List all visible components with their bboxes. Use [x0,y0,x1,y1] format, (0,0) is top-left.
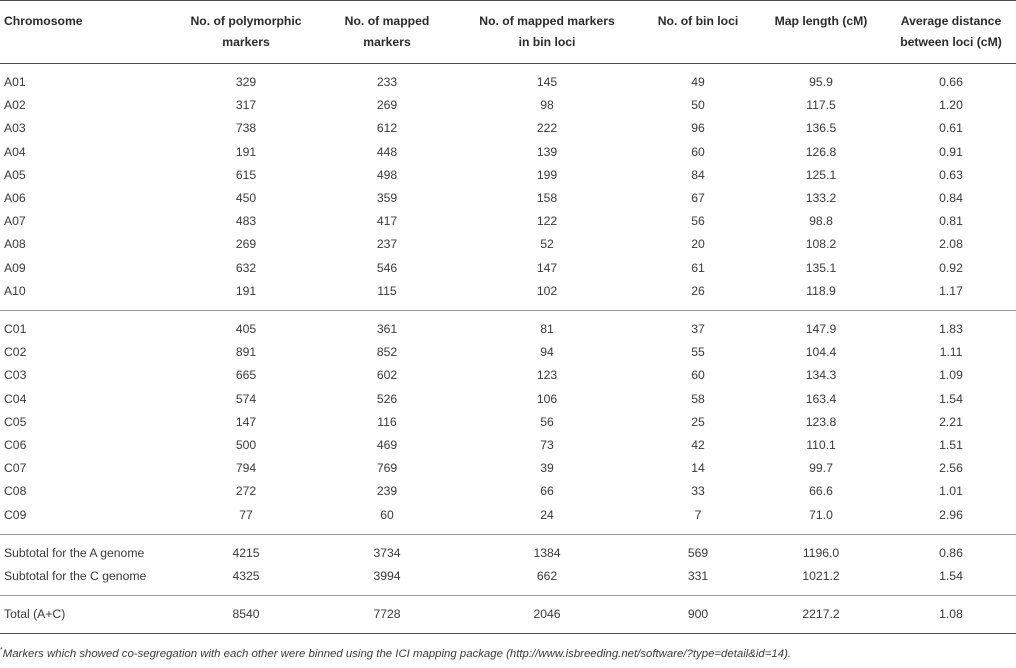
cell-chromosome: A06 [4,191,26,206]
cell-average-distance: 0.84 [939,191,963,206]
cell-mapped-in-bin: 52 [540,237,554,252]
cell-bin-loci: 50 [691,98,705,113]
cell-bin-loci: 900 [640,596,756,634]
cell-mapped: 526 [376,391,398,406]
table-row [0,480,1016,503]
cell-bin-loci: 331 [687,569,709,584]
cell-chromosome: C04 [4,391,27,406]
cell-polymorphic: 738 [235,121,257,136]
table-row [0,233,1016,256]
cell-chromosome: A02 [4,98,26,113]
header-mapped-markers-line: No. of mapped [344,14,430,28]
footnote-text: Markers which showed co-segregation with each other were binned using the ICI mapping package (http://www.isbreeding.net/software/?type=detail&id=14). [2,648,792,660]
cell-bin-loci: 67 [691,191,705,206]
header-row [0,1,1016,64]
cell-chromosome: Subtotal for the A genome [0,534,172,565]
cell-mapped: 116 [377,414,397,429]
header-chromosome-line: Chromosome [4,14,83,28]
cell-bin-loci: 25 [691,414,705,429]
cell-mapped-in-bin: 73 [540,438,554,453]
cell-polymorphic: 665 [235,368,257,383]
cell-bin-loci: 20 [691,237,705,252]
cell-chromosome: C03 [4,368,27,383]
cell-mapped: 7728 [320,596,454,634]
cell-mapped-in-bin: 122 [536,214,558,229]
cell-polymorphic: 574 [235,391,257,406]
table-header [0,1,1016,64]
cell-mapped-in-bin: 123 [536,368,558,383]
header-average-distance [886,1,1016,64]
cell-chromosome: A07 [4,214,26,229]
footnote-marker: * [0,647,3,654]
header-mapped-in-bin-loci-line: No. of mapped markers [479,14,615,28]
cell-average-distance: 0.63 [939,167,963,182]
cell-chromosome: A01 [4,75,26,89]
cell-average-distance: 2.21 [939,414,963,429]
cell-average-distance: 1.20 [939,98,963,113]
header-mapped-in-bin-loci [454,1,640,64]
table-row [0,596,1016,634]
cell-bin-loci: 60 [691,368,705,383]
cell-average-distance: 0.61 [939,121,963,136]
cell-polymorphic: 77 [239,507,253,522]
cell-bin-loci: 84 [691,167,705,182]
cell-mapped: 852 [376,345,398,360]
cell-average-distance: 2.56 [939,461,963,476]
cell-map-length: 147.9 [756,311,886,342]
table-row [0,457,1016,480]
cell-polymorphic: 191 [235,144,257,159]
cell-map-length: 2217.2 [756,596,886,634]
cell-average-distance: 0.66 [939,75,963,89]
cell-chromosome: Subtotal for the C genome [4,569,147,584]
cell-mapped: 769 [376,461,398,476]
table-footnote [0,647,791,660]
table-row [0,257,1016,280]
cell-mapped-in-bin: 66 [540,484,554,499]
table-row [0,164,1016,187]
cell-polymorphic: 269 [235,237,257,252]
cell-polymorphic: 8540 [172,596,320,634]
cell-polymorphic: 329 [235,75,257,89]
table-row [0,141,1016,164]
table-row [0,565,1016,596]
cell-mapped: 233 [376,75,398,89]
table-row [0,434,1016,457]
cell-map-length: 125.1 [805,167,837,182]
table-row [0,94,1016,117]
cell-polymorphic: 272 [235,484,257,499]
header-average-distance-line: between loci (cM) [900,35,1002,49]
cell-average-distance: 2.08 [939,237,963,252]
cell-chromosome: A08 [4,237,26,252]
cell-map-length: 1021.2 [802,569,840,584]
header-mapped-markers [320,1,454,64]
cell-mapped-in-bin: 662 [536,569,558,584]
cell-chromosome: A03 [4,121,26,136]
cell-chromosome: C05 [4,414,27,429]
cell-mapped: 417 [376,214,398,229]
table-body [0,64,1016,634]
cell-map-length: 134.3 [805,368,837,383]
cell-polymorphic: 615 [235,167,257,182]
cell-average-distance: 1.54 [939,391,963,406]
cell-bin-loci: 7 [694,507,702,522]
table-row [0,117,1016,140]
cell-mapped: 269 [376,98,398,113]
cell-mapped-in-bin: 1384 [454,534,640,565]
cell-bin-loci: 14 [691,461,705,476]
header-map-length [756,1,886,64]
cell-bin-loci: 56 [691,214,705,229]
cell-bin-loci: 42 [691,438,705,453]
header-mapped-in-bin-loci-line: in bin loci [518,35,576,49]
header-map-length-line: Map length (cM) [774,14,868,28]
cell-mapped-in-bin: 106 [536,391,558,406]
cell-average-distance: 1.09 [939,368,963,383]
header-polymorphic-markers-line: markers [222,35,270,49]
cell-mapped-in-bin: 158 [536,191,558,206]
cell-mapped-in-bin: 139 [536,144,558,159]
cell-map-length: 126.8 [805,144,837,159]
cell-map-length: 1196.0 [756,534,886,565]
cell-average-distance: 1.08 [886,596,1016,634]
cell-map-length: 108.2 [805,237,837,252]
cell-mapped: 546 [376,260,398,275]
cell-map-length: 98.8 [809,214,833,229]
cell-polymorphic: 191 [235,283,257,298]
cell-mapped: 612 [376,121,398,136]
table-row [0,504,1016,535]
cell-mapped: 3734 [320,534,454,565]
table-row [0,280,1016,311]
cell-mapped-in-bin: 102 [536,283,558,298]
table-row [0,388,1016,411]
cell-average-distance: 2.96 [939,507,963,522]
cell-chromosome: A05 [4,167,26,182]
cell-map-length: 133.2 [805,191,837,206]
cell-mapped-in-bin: 81 [454,311,640,342]
cell-polymorphic: 4215 [172,534,320,565]
table-row [0,64,1016,95]
cell-mapped-in-bin: 147 [536,260,558,275]
table-row [0,364,1016,387]
cell-bin-loci: 33 [691,484,705,499]
header-mapped-markers-line: markers [363,35,411,49]
cell-polymorphic: 405 [172,311,320,342]
table-row [0,411,1016,434]
cell-mapped: 602 [376,368,398,383]
cell-mapped: 469 [376,438,398,453]
table-row [0,534,1016,565]
cell-map-length: 118.9 [806,283,836,298]
cell-average-distance: 1.54 [939,569,963,584]
cell-chromosome: A10 [4,283,26,298]
cell-mapped: 498 [376,167,398,182]
cell-mapped: 359 [376,191,398,206]
cell-mapped: 448 [376,144,398,159]
header-polymorphic-markers [172,1,320,64]
header-chromosome [0,1,172,64]
cell-map-length: 163.4 [805,391,837,406]
header-polymorphic-markers-line: No. of polymorphic [190,14,302,28]
cell-chromosome: A04 [4,144,26,159]
cell-bin-loci: 61 [691,260,705,275]
cell-mapped-in-bin: 39 [540,461,554,476]
cell-bin-loci: 58 [691,391,705,406]
cell-polymorphic: 147 [235,414,257,429]
cell-chromosome: C09 [4,507,27,522]
cell-mapped: 60 [380,507,394,522]
cell-mapped: 361 [320,311,454,342]
cell-average-distance: 0.92 [939,260,963,275]
cell-map-length: 110.1 [806,438,836,453]
cell-map-length: 123.8 [805,414,837,429]
cell-map-length: 71.0 [809,507,833,522]
cell-average-distance: 1.01 [939,484,963,499]
cell-average-distance: 1.51 [939,438,963,453]
cell-polymorphic: 891 [235,345,257,360]
cell-average-distance: 1.83 [886,311,1016,342]
cell-chromosome: C01 [0,311,172,342]
cell-bin-loci: 55 [691,345,705,360]
cell-mapped: 3994 [373,569,401,584]
cell-map-length: 99.7 [809,461,833,476]
cell-polymorphic: 483 [235,214,257,229]
cell-mapped: 237 [376,237,398,252]
table-row [0,187,1016,210]
cell-polymorphic: 317 [235,98,257,113]
cell-mapped: 239 [376,484,398,499]
cell-average-distance: 0.86 [886,534,1016,565]
cell-polymorphic: 4325 [232,569,260,584]
cell-average-distance: 1.11 [939,345,963,360]
cell-chromosome: A09 [4,260,26,275]
cell-bin-loci: 60 [691,144,705,159]
cell-chromosome: C08 [4,484,27,499]
cell-mapped-in-bin: 56 [540,414,554,429]
cell-chromosome: C07 [4,461,27,476]
cell-mapped-in-bin: 199 [536,167,558,182]
cell-chromosome: C02 [4,345,27,360]
header-average-distance-line: Average distance [900,14,1002,28]
cell-bin-loci: 49 [691,75,705,89]
cell-polymorphic: 794 [235,461,257,476]
cell-bin-loci: 37 [640,311,756,342]
cell-mapped: 115 [377,283,397,298]
cell-mapped-in-bin: 24 [540,507,554,522]
table-row [0,341,1016,364]
header-bin-loci-line: No. of bin loci [657,14,739,28]
cell-mapped-in-bin: 145 [536,75,558,89]
cell-map-length: 95.9 [809,75,833,89]
header-bin-loci [640,1,756,64]
cell-polymorphic: 632 [235,260,257,275]
table-row [0,311,1016,342]
cell-average-distance: 0.91 [939,144,963,159]
table-row [0,210,1016,233]
cell-chromosome: Total (A+C) [0,596,172,634]
cell-bin-loci: 96 [691,121,705,136]
cell-bin-loci: 26 [691,283,705,298]
cell-bin-loci: 569 [640,534,756,565]
cell-mapped-in-bin: 94 [540,345,554,360]
cell-polymorphic: 500 [235,438,257,453]
cell-polymorphic: 450 [235,191,257,206]
cell-mapped-in-bin: 222 [536,121,558,136]
cell-map-length: 135.1 [805,260,837,275]
cell-average-distance: 1.17 [939,283,963,298]
cell-chromosome: C06 [4,438,27,453]
cell-map-length: 66.6 [809,484,833,499]
cell-map-length: 104.4 [805,345,837,360]
cell-map-length: 117.5 [806,98,836,113]
cell-map-length: 136.5 [805,121,837,136]
cell-mapped-in-bin: 98 [540,98,554,113]
cell-mapped-in-bin: 2046 [454,596,640,634]
cell-average-distance: 0.81 [939,214,963,229]
